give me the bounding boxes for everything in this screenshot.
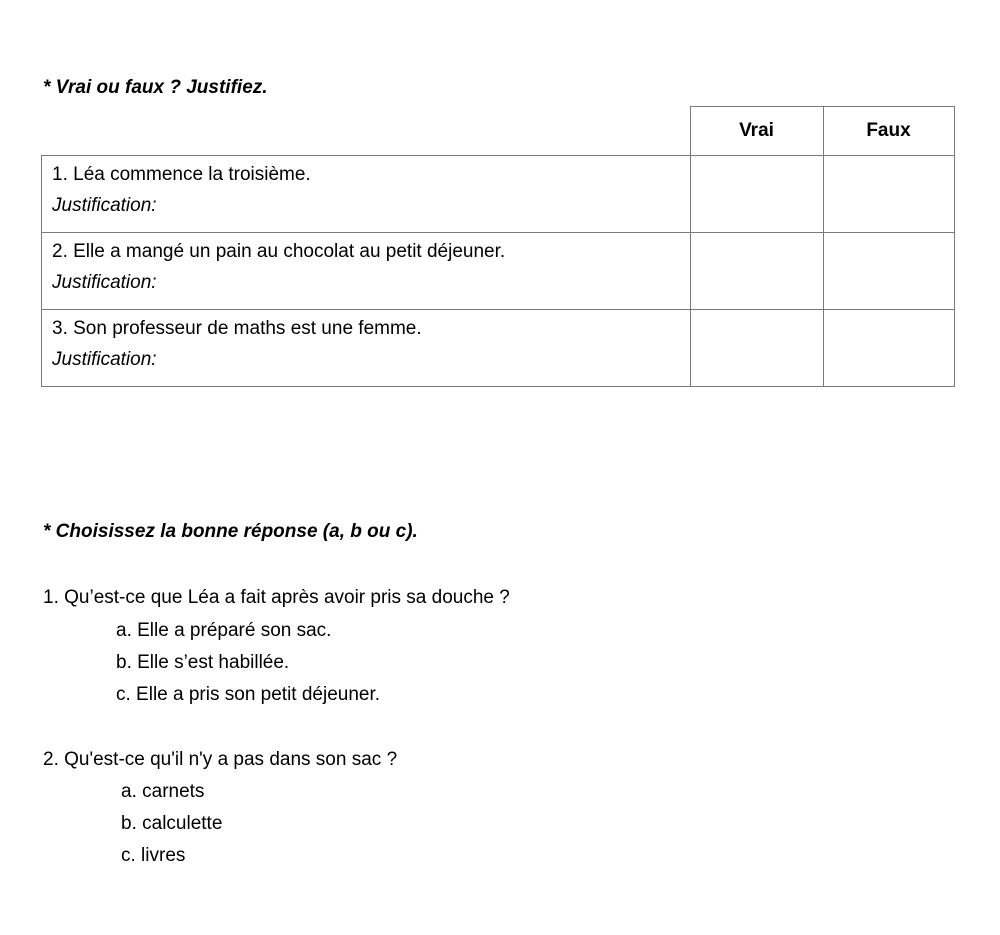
vrai-answer-box[interactable] <box>690 310 823 387</box>
faux-answer-box[interactable] <box>823 156 954 233</box>
column-header-faux: Faux <box>823 107 954 156</box>
justification-label[interactable]: Justification: <box>52 272 157 293</box>
table-row <box>42 233 955 310</box>
true-false-table <box>41 106 955 387</box>
question-1: 1. Qu’est-ce que Léa a fait après avoir pris sa douche ? <box>43 587 510 608</box>
justification-label[interactable]: Justification: <box>52 195 157 216</box>
question-2-option-b[interactable]: b. calculette <box>121 813 223 834</box>
question-2-option-a[interactable]: a. carnets <box>121 781 205 802</box>
vrai-answer-box[interactable] <box>690 156 823 233</box>
question-2: 2. Qu'est-ce qu'il n'y a pas dans son sac ? <box>43 749 398 770</box>
vrai-answer-box[interactable] <box>690 233 823 310</box>
justification-label[interactable]: Justification: <box>52 349 157 370</box>
statement-cell <box>42 156 691 233</box>
faux-answer-box[interactable] <box>823 310 954 387</box>
table-row <box>42 310 955 387</box>
statement-cell <box>42 310 691 387</box>
section-title-multiple-choice: * Choisissez la bonne réponse (a, b ou c). <box>43 521 418 542</box>
statement-cell <box>42 233 691 310</box>
statement-text: 1. Léa commence la troisième. <box>52 164 311 185</box>
question-1-option-b[interactable]: b. Elle s’est habillée. <box>116 652 290 673</box>
table-header-row <box>42 107 955 156</box>
header-empty-cell <box>42 107 691 156</box>
column-header-vrai: Vrai <box>690 107 823 156</box>
table-row <box>42 156 955 233</box>
statement-text: 3. Son professeur de maths est une femme. <box>52 318 422 339</box>
section-title-true-false: * Vrai ou faux ? Justifiez. <box>43 77 268 98</box>
question-2-option-c[interactable]: c. livres <box>121 845 186 866</box>
question-1-option-a[interactable]: a. Elle a préparé son sac. <box>116 620 332 641</box>
statement-text: 2. Elle a mangé un pain au chocolat au petit déjeuner. <box>52 241 506 262</box>
question-1-option-c[interactable]: c. Elle a pris son petit déjeuner. <box>116 684 381 705</box>
faux-answer-box[interactable] <box>823 233 954 310</box>
